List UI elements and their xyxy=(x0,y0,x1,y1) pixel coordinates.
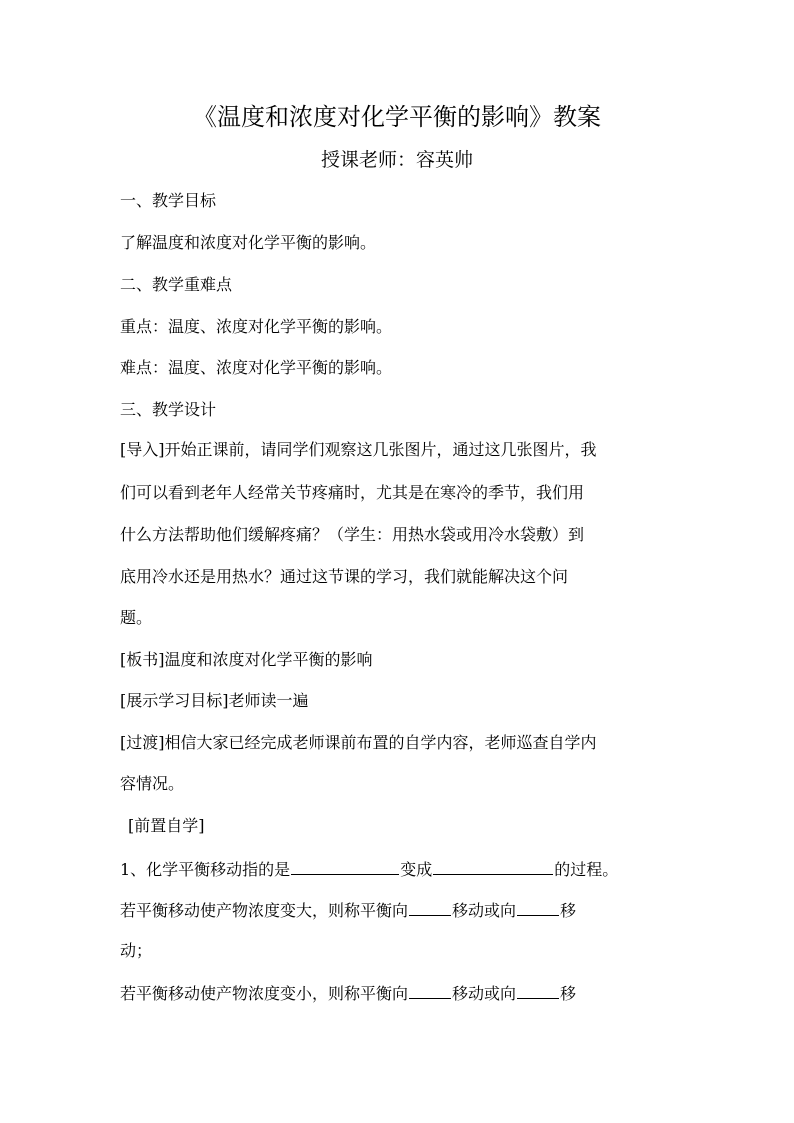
question-1-text-c: 的过程。 xyxy=(554,860,619,879)
question-1-text-a: 1、化学平衡移动指的是 xyxy=(120,860,291,879)
board-writing: [板书]温度和浓度对化学平衡的影响 xyxy=(120,650,373,669)
fill-blank[interactable] xyxy=(409,897,451,916)
intro-line: 底用冷水还是用热水？通过这节课的学习，我们就能解决这个问 xyxy=(120,567,569,586)
transition-line: [过渡]相信大家已经完成老师课前布置的自学内容，老师巡查自学内 xyxy=(120,733,597,752)
key-point-text: 重点：温度、浓度对化学平衡的影响。 xyxy=(120,317,393,336)
teacher-name: 授课老师：容英帅 xyxy=(320,149,473,171)
intro-line: 什么方法帮助他们缓解疼痛？（学生：用热水袋或用冷水袋敷）到 xyxy=(120,525,585,544)
transition-line: 容情况。 xyxy=(120,774,185,793)
difficult-point-text: 难点：温度、浓度对化学平衡的影响。 xyxy=(120,358,393,377)
intro-line: [导入]开始正课前，请同学们观察这几张图片，通过这几张图片，我 xyxy=(120,440,597,459)
section-heading-key-points: 二、教学重难点 xyxy=(120,275,233,294)
question-1-text-b: 变成 xyxy=(400,860,433,879)
preview-heading: [前置自学] xyxy=(128,816,205,835)
fill-blank[interactable] xyxy=(517,980,559,999)
fill-blank[interactable] xyxy=(433,856,553,875)
objectives-text: 了解温度和浓度对化学平衡的影响。 xyxy=(120,233,377,252)
question-2 xyxy=(120,897,576,923)
question-3 xyxy=(120,980,576,1006)
section-heading-design: 三、教学设计 xyxy=(120,400,217,419)
show-goals: [展示学习目标]老师读一遍 xyxy=(120,691,309,710)
fill-blank[interactable] xyxy=(517,897,559,916)
question-2-text-a: 若平衡移动使产物浓度变大，则称平衡向 xyxy=(120,901,409,920)
question-3-text-a: 若平衡移动使产物浓度变小，则称平衡向 xyxy=(120,984,409,1003)
document-title: 《温度和浓度对化学平衡的影响》教案 xyxy=(193,103,601,131)
section-heading-objectives: 一、教学目标 xyxy=(120,191,217,210)
intro-line: 们可以看到老年人经常关节疼痛时，尤其是在寒冷的季节，我们用 xyxy=(120,483,585,502)
question-2-text-b: 移动或向 xyxy=(452,901,517,920)
question-2-continued: 动； xyxy=(120,941,153,960)
question-3-text-b: 移动或向 xyxy=(452,984,517,1003)
question-1 xyxy=(120,856,618,882)
question-3-text-c: 移 xyxy=(560,984,577,1003)
fill-blank[interactable] xyxy=(291,856,399,875)
question-2-text-c: 移 xyxy=(560,901,577,920)
fill-blank[interactable] xyxy=(409,980,451,999)
intro-line: 题。 xyxy=(120,608,153,627)
